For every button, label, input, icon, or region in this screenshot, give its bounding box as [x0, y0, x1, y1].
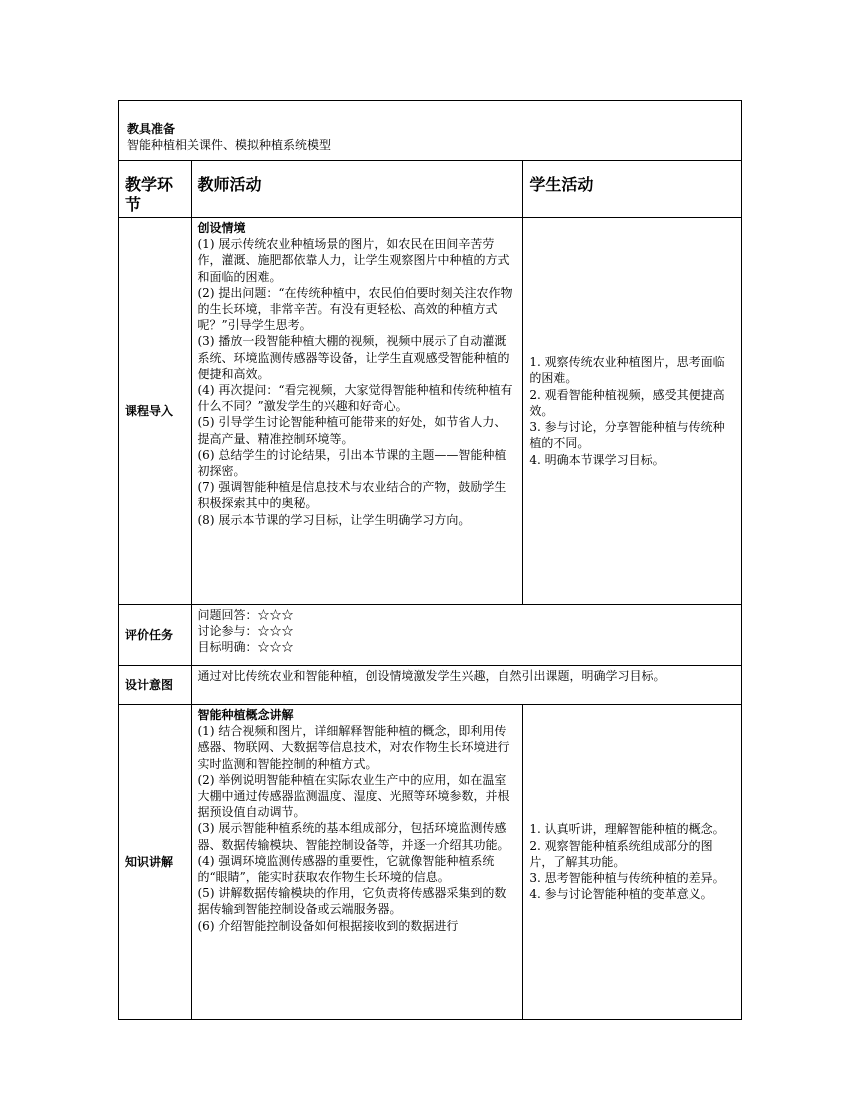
prep-content: 智能种植相关课件、模拟种植系统模型 — [127, 138, 332, 153]
intro-student-cell — [523, 218, 742, 605]
intro-teacher-title: 创设情境 — [197, 221, 246, 235]
eval-stage: 评价任务 — [119, 605, 192, 666]
header-student: 学生活动 — [523, 161, 742, 218]
eval-item: 目标明确：☆☆☆ — [197, 640, 294, 655]
knowledge-row — [119, 705, 742, 1020]
knowledge-student-item: 1. 认真听讲，理解智能种植的概念。 — [529, 822, 725, 837]
knowledge-teacher-item: (1) 结合视频和图片，详细解释智能种植的概念，即利用传感器、物联网、大数据等信息技术，对农作物生长环境进行实时监测和智能控制的种植方式。 — [197, 724, 510, 771]
eval-item: 讨论参与：☆☆☆ — [197, 624, 294, 639]
prep-row — [119, 101, 742, 161]
knowledge-teacher-item: (6) 介绍智能控制设备如何根据接收到的数据进行 — [197, 918, 459, 933]
eval-row — [119, 605, 742, 666]
knowledge-student-item: 4. 参与讨论智能种植的变革意义。 — [529, 887, 713, 902]
header-row — [119, 161, 742, 218]
knowledge-student-cell — [523, 705, 742, 1020]
header-stage: 教学环节 — [119, 161, 192, 218]
knowledge-teacher-title: 智能种植概念讲解 — [197, 708, 294, 722]
intro-stage: 课程导入 — [119, 218, 192, 605]
lesson-plan-table — [118, 100, 742, 1020]
intro-teacher-item: (3) 播放一段智能种植大棚的视频，视频中展示了自动灌溉系统、环境监测传感器等设备，让学生直观感受智能种植的便捷和高效。 — [197, 334, 510, 381]
knowledge-teacher-item: (3) 展示智能种植系统的基本组成部分，包括环境监测传感器、数据传输模块、智能控制设备等，并逐一介绍其功能。 — [197, 821, 510, 852]
design-stage: 设计意图 — [119, 666, 192, 705]
knowledge-teacher-item: (4) 强调环境监测传感器的重要性，它就像智能种植系统的“眼睛”，能实时获取农作物生长环境的信息。 — [197, 853, 495, 885]
prep-title: 教具准备 — [127, 122, 176, 136]
intro-student-item: 1. 观察传统农业种植图片，思考面临的困难。 — [529, 355, 725, 386]
intro-teacher-item: (5) 引导学生讨论智能种植可能带来的好处，如节省人力、提高产量、精准控制环境等。 — [197, 415, 507, 446]
knowledge-teacher-item: (2) 举例说明智能种植在实际农业生产中的应用，如在温室大棚中通过传感器监测温度、湿度、光照等环境参数，并根据预设值自动调节。 — [197, 772, 510, 820]
intro-teacher-item: (8) 展示本节课的学习目标，让学生明确学习方向。 — [197, 512, 471, 527]
intro-teacher-item: (4) 再次提问：“看完视频，大家觉得智能种植和传统种植有什么不同？”激发学生的兴趣和好奇心。 — [197, 383, 513, 414]
intro-row — [119, 218, 742, 605]
eval-item: 问题回答：☆☆☆ — [197, 608, 294, 622]
design-row — [119, 666, 742, 705]
knowledge-student-item: 3. 思考智能种植与传统种植的差异。 — [529, 871, 725, 886]
knowledge-stage: 知识讲解 — [119, 705, 192, 1020]
intro-student-item: 4. 明确本节课学习目标。 — [529, 452, 665, 467]
knowledge-student-item: 2. 观察智能种植系统组成部分的图片，了解其功能。 — [529, 838, 713, 869]
intro-student-item: 2. 观看智能种植视频，感受其便捷高效。 — [529, 387, 725, 418]
intro-student-item: 3. 参与讨论，分享智能种植与传统种植的不同。 — [529, 420, 725, 451]
knowledge-teacher-cell — [191, 705, 523, 1020]
eval-cell — [191, 605, 742, 666]
intro-teacher-item: (2) 提出问题：“在传统种植中，农民伯伯要时刻关注农作物的生长环境，非常辛苦。有没有更轻松、高效的种植方式呢？”引导学生思考。 — [197, 285, 513, 333]
intro-teacher-item: (7) 强调智能种植是信息技术与农业结合的产物，鼓励学生积极探索其中的奥秘。 — [197, 480, 507, 511]
intro-teacher-item: (6) 总结学生的讨论结果，引出本节课的主题——智能种植初探密。 — [197, 447, 507, 479]
lesson-plan-page — [118, 100, 742, 1020]
prep-cell — [119, 101, 742, 161]
header-teacher: 教师活动 — [191, 161, 523, 218]
intro-teacher-item: (1) 展示传统农业种植场景的图片，如农民在田间辛苦劳作，灌溉、施肥都依靠人力，让学生观察图片中种植的方式和面临的困难。 — [197, 237, 510, 284]
intro-teacher-cell — [191, 218, 523, 605]
design-content: 通过对比传统农业和智能种植，创设情境激发学生兴趣，自然引出课题，明确学习目标。 — [191, 666, 742, 705]
knowledge-teacher-item: (5) 讲解数据传输模块的作用，它负责将传感器采集到的数据传输到智能控制设备或云端服务器。 — [197, 886, 507, 917]
